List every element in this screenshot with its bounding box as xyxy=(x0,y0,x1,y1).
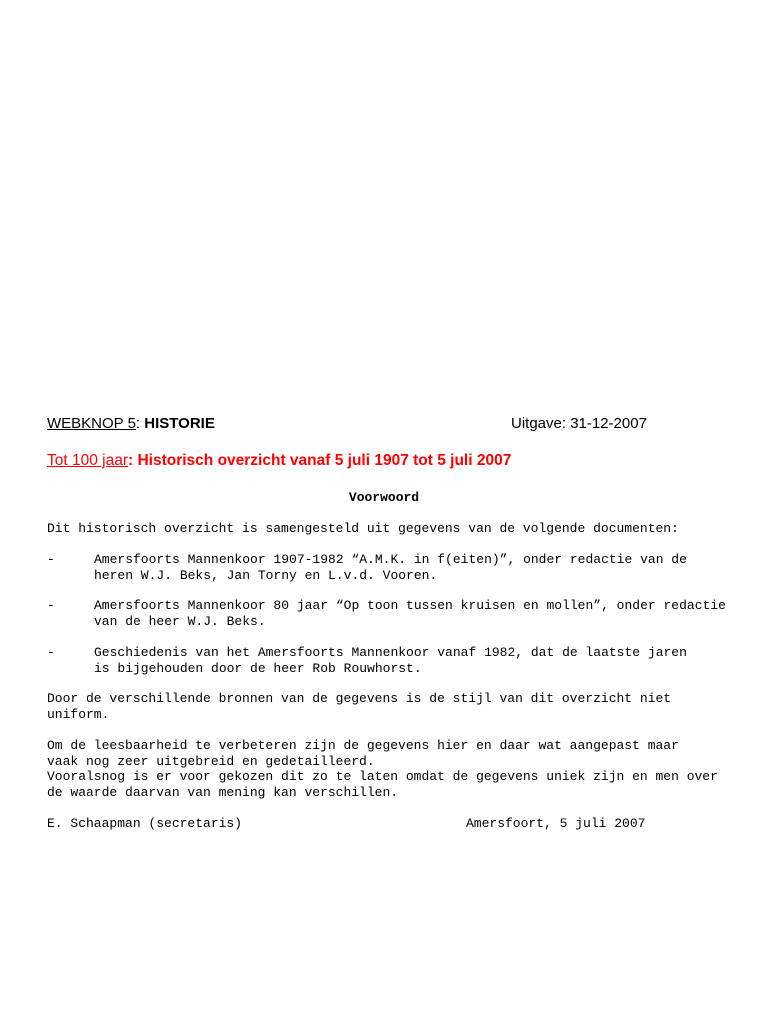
header-colon: : xyxy=(135,415,141,432)
list-item-line: Geschiedenis van het Amersfoorts Mannenkoor vanaf 1982, dat de laatste jaren xyxy=(94,645,687,660)
title-rest: : Historisch overzicht vanaf 5 juli 1907 tot 5 juli 2007 xyxy=(128,452,512,469)
list-bullet: - xyxy=(47,552,55,567)
paragraph-line: Om de leesbaarheid te verbeteren zijn de gegevens hier en daar wat aangepast maar xyxy=(47,738,679,753)
list-item-line: is bijgehouden door de heer Rob Rouwhorst. xyxy=(94,661,422,676)
header-section-name: HISTORIE xyxy=(144,415,215,432)
list-bullet: - xyxy=(47,645,55,660)
list-item-line: van de heer W.J. Beks. xyxy=(94,614,266,629)
document-title xyxy=(47,452,511,470)
list-bullet: - xyxy=(47,598,55,613)
list-item-line: Amersfoorts Mannenkoor 80 jaar “Op toon tussen kruisen en mollen”, onder redactie xyxy=(94,598,726,613)
signature-place-date: Amersfoort, 5 juli 2007 xyxy=(466,816,646,831)
signature-author: E. Schaapman (secretaris) xyxy=(47,816,243,831)
paragraph-line: vaak nog zeer uitgebreid en gedetailleerd. xyxy=(47,754,375,769)
title-link[interactable]: Tot 100 jaar xyxy=(47,452,128,469)
intro-text: Dit historisch overzicht is samengesteld uit gegevens van de volgende documenten: xyxy=(47,521,679,536)
paragraph-line: de waarde daarvan van mening kan verschillen. xyxy=(47,785,399,800)
document-header xyxy=(47,415,667,435)
foreword-heading: Voorwoord xyxy=(348,490,420,505)
paragraph-line: uniform. xyxy=(47,707,110,722)
paragraph-line: Door de verschillende bronnen van de gegevens is de stijl van dit overzicht niet xyxy=(47,691,672,706)
list-item-line: Amersfoorts Mannenkoor 1907-1982 “A.M.K. in f(eiten)”, onder redactie van de xyxy=(94,552,687,567)
header-section xyxy=(47,415,215,432)
header-label: WEBKNOP 5 xyxy=(47,415,136,432)
paragraph-line: Vooralsnog is er voor gekozen dit zo te laten omdat de gegevens uniek zijn en men over xyxy=(47,769,718,784)
list-item-line: heren W.J. Beks, Jan Torny en L.v.d. Vooren. xyxy=(94,568,438,583)
edition-date: Uitgave: 31-12-2007 xyxy=(511,415,647,432)
